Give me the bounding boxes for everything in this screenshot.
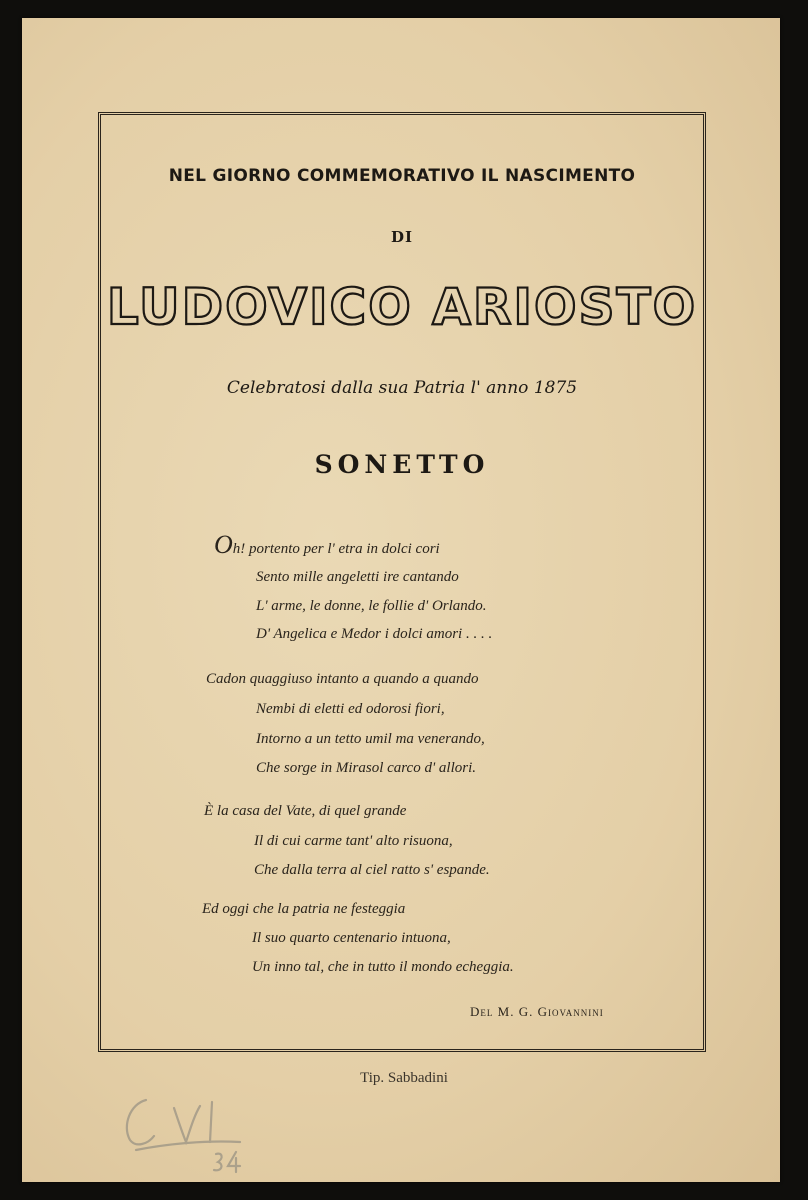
poem-line-10: Il di cui carme tant' alto risuona, <box>254 833 453 849</box>
honoree-name: LUDOVICO ARIOSTO <box>106 278 698 336</box>
poem-line-7: Intorno a un tetto umil ma venerando, <box>256 731 485 747</box>
poem-line-14: Un inno tal, che in tutto il mondo echeggia. <box>252 959 514 975</box>
poem-line-11: Che dalla terra al ciel ratto s' espande. <box>254 862 490 878</box>
poem-line-8: Che sorge in Mirasol carco d' allori. <box>256 760 477 776</box>
pencil-annotation <box>116 1086 256 1176</box>
poem-line-2: Sento mille angeletti ire cantando <box>256 569 459 585</box>
poem-line-12: Ed oggi che la patria ne festeggia <box>202 901 406 917</box>
signature: Del M. G. Giovannini <box>470 1004 604 1019</box>
poem-title: SONETTO <box>314 450 490 479</box>
poem-line-4: D' Angelica e Medor i dolci amori . . . . <box>256 626 493 642</box>
poem-line-6: Nembi di eletti ed odorosi fiori, <box>256 701 445 717</box>
printer-credit: Tip. Sabbadini <box>360 1070 448 1086</box>
heading: NEL GIORNO COMMEMORATIVO IL NASCIMENTO <box>168 166 636 186</box>
poem-line-3: L' arme, le donne, le follie d' Orlando. <box>256 598 487 614</box>
poem-line-1: Oh! portento per l' etra in dolci cori <box>214 530 440 559</box>
poem-line-5: Cadon quaggiuso intanto a quando a quando <box>206 671 479 687</box>
poem-line-9: È la casa del Vate, di quel grande <box>204 803 407 819</box>
di-line: DI <box>390 228 414 246</box>
poem-line-13: Il suo quarto centenario intuona, <box>252 930 451 946</box>
subtitle: Celebratosi dalla sua Patria l' anno 1875 <box>226 378 578 398</box>
drop-cap: O <box>214 530 233 559</box>
